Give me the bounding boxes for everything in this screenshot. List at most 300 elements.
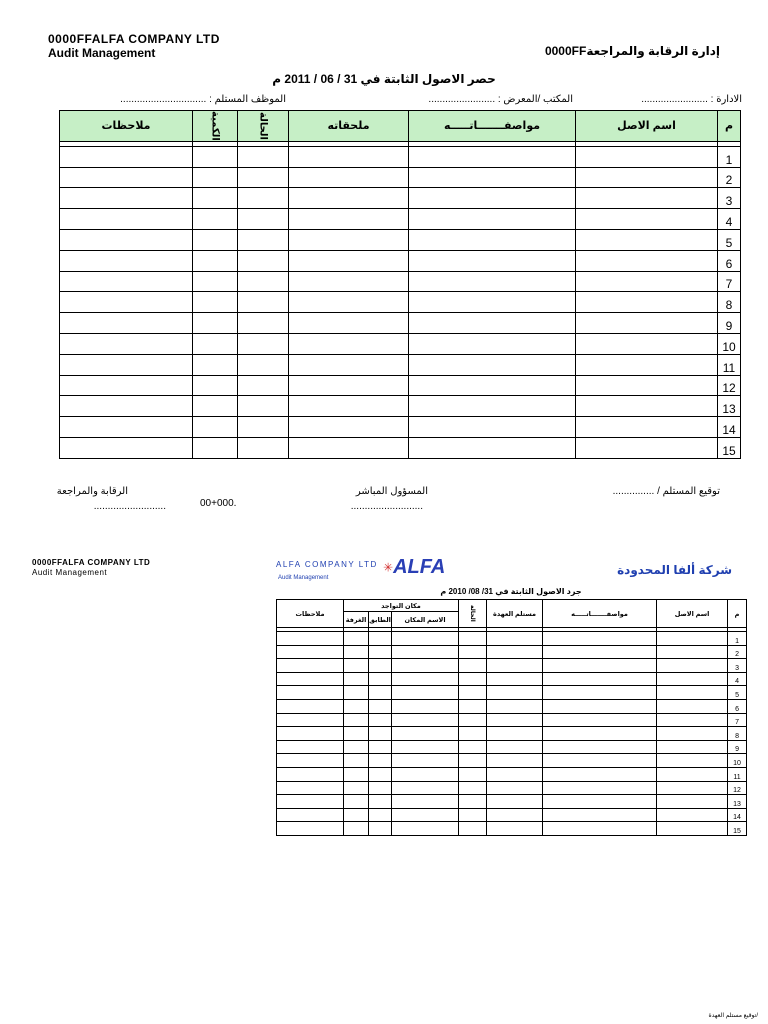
empty-cell	[543, 659, 657, 673]
table-row	[277, 713, 747, 727]
empty-cell	[238, 313, 289, 334]
empty-cell	[238, 146, 289, 167]
empty-cell	[277, 632, 344, 646]
empty-cell	[277, 699, 344, 713]
col-notes: ملاحظات	[60, 111, 193, 142]
table-row	[60, 188, 741, 209]
empty-cell	[369, 713, 392, 727]
empty-cell	[193, 313, 238, 334]
empty-cell	[289, 313, 409, 334]
table-row	[60, 271, 741, 292]
empty-cell	[657, 740, 728, 754]
empty-cell	[459, 822, 487, 836]
col-custodian: مستلم العهدة	[487, 600, 543, 628]
recipient-signature: توقيع المستلم / ...............	[612, 486, 720, 497]
empty-cell	[277, 795, 344, 809]
empty-cell	[487, 645, 543, 659]
table-row	[60, 396, 741, 417]
empty-cell	[369, 795, 392, 809]
empty-cell	[277, 822, 344, 836]
row-number: 10	[728, 754, 747, 768]
row-number: 9	[728, 740, 747, 754]
empty-cell	[369, 822, 392, 836]
empty-cell	[459, 754, 487, 768]
empty-cell	[289, 271, 409, 292]
empty-cell	[60, 292, 193, 313]
empty-cell	[576, 313, 718, 334]
form2-company-name: 0000FFALFA COMPANY LTD	[32, 558, 151, 567]
empty-cell	[409, 167, 576, 188]
col-quantity-label: الكمية	[209, 111, 221, 141]
empty-cell	[369, 740, 392, 754]
empty-cell	[459, 781, 487, 795]
col-num: م	[728, 600, 747, 628]
col-attachments: ملحقاته	[289, 111, 409, 142]
empty-cell	[657, 767, 728, 781]
row-number: 7	[718, 271, 741, 292]
empty-cell	[409, 313, 576, 334]
empty-cell	[277, 727, 344, 741]
table-row	[277, 822, 747, 836]
col-specs: مواصفـــــــاتـــــه	[543, 600, 657, 628]
table-row	[277, 795, 747, 809]
empty-cell	[369, 632, 392, 646]
empty-cell	[657, 713, 728, 727]
row-number: 12	[728, 781, 747, 795]
field-office: المكتب /المعرض : ........................	[428, 94, 573, 105]
empty-cell	[344, 672, 369, 686]
col-specs: مواصفـــــــاتـــــه	[409, 111, 576, 142]
empty-cell	[409, 230, 576, 251]
empty-cell	[392, 713, 459, 727]
empty-cell	[344, 740, 369, 754]
table-row	[277, 632, 747, 646]
department-name: Audit Management	[48, 46, 156, 60]
empty-cell	[576, 438, 718, 459]
empty-cell	[487, 727, 543, 741]
row-number: 15	[728, 822, 747, 836]
inventory-table	[276, 599, 747, 836]
form-title: حصر الاصول الثابتة في 31 / 06 / 2011 م	[272, 72, 496, 86]
empty-cell	[344, 645, 369, 659]
row-number: 8	[718, 292, 741, 313]
empty-cell	[277, 686, 344, 700]
col-quantity	[193, 111, 238, 142]
empty-cell	[369, 659, 392, 673]
empty-cell	[344, 632, 369, 646]
empty-cell	[289, 396, 409, 417]
empty-cell	[193, 292, 238, 313]
col-condition	[238, 111, 289, 142]
empty-cell	[238, 354, 289, 375]
empty-cell	[193, 375, 238, 396]
empty-cell	[392, 727, 459, 741]
empty-cell	[60, 438, 193, 459]
col-num: م	[718, 111, 741, 142]
empty-cell	[289, 230, 409, 251]
empty-cell	[344, 727, 369, 741]
empty-cell	[543, 645, 657, 659]
table-row	[277, 672, 747, 686]
empty-cell	[344, 754, 369, 768]
empty-cell	[60, 354, 193, 375]
empty-cell	[344, 781, 369, 795]
empty-cell	[487, 795, 543, 809]
empty-cell	[409, 188, 576, 209]
empty-cell	[657, 754, 728, 768]
row-number: 7	[728, 713, 747, 727]
col-condition	[459, 600, 487, 628]
empty-cell	[657, 808, 728, 822]
empty-cell	[289, 188, 409, 209]
empty-cell	[459, 713, 487, 727]
alfa-company-label: ALFA COMPANY LTD	[276, 560, 378, 569]
empty-cell	[193, 271, 238, 292]
empty-cell	[487, 822, 543, 836]
table-row	[277, 754, 747, 768]
table-row	[60, 146, 741, 167]
empty-cell	[193, 188, 238, 209]
empty-cell	[459, 632, 487, 646]
empty-cell	[409, 292, 576, 313]
empty-cell	[369, 754, 392, 768]
empty-cell	[238, 250, 289, 271]
empty-cell	[459, 659, 487, 673]
arabic-company-name: شركة ألفا المحدودة	[617, 563, 732, 577]
table-row	[60, 334, 741, 355]
empty-cell	[277, 713, 344, 727]
empty-cell	[289, 250, 409, 271]
row-number: 14	[718, 417, 741, 438]
empty-cell	[657, 659, 728, 673]
empty-cell	[543, 699, 657, 713]
empty-cell	[459, 740, 487, 754]
row-number: 4	[718, 209, 741, 230]
row-number: 11	[728, 767, 747, 781]
empty-cell	[238, 334, 289, 355]
empty-cell	[60, 230, 193, 251]
empty-cell	[409, 334, 576, 355]
row-number: 13	[718, 396, 741, 417]
form2-department-name: Audit Management	[32, 568, 108, 577]
empty-cell	[543, 754, 657, 768]
row-number: 2	[728, 645, 747, 659]
row-number: 8	[728, 727, 747, 741]
empty-cell	[543, 727, 657, 741]
table-row	[277, 808, 747, 822]
empty-cell	[487, 699, 543, 713]
col-asset-name: اسم الاصل	[576, 111, 718, 142]
empty-cell	[459, 808, 487, 822]
empty-cell	[392, 659, 459, 673]
row-number: 2	[718, 167, 741, 188]
empty-cell	[487, 754, 543, 768]
empty-cell	[238, 188, 289, 209]
responsible-label: المسؤول المباشر	[355, 486, 428, 497]
col-floor: الطابق	[369, 612, 392, 628]
empty-cell	[392, 781, 459, 795]
empty-cell	[238, 292, 289, 313]
empty-cell	[487, 632, 543, 646]
audit-label: الرقابة والمراجعة	[56, 486, 128, 497]
empty-cell	[392, 767, 459, 781]
empty-cell	[60, 167, 193, 188]
empty-cell	[238, 375, 289, 396]
empty-cell	[409, 209, 576, 230]
empty-cell	[238, 438, 289, 459]
empty-cell	[543, 672, 657, 686]
row-number: 5	[718, 230, 741, 251]
empty-cell	[277, 659, 344, 673]
empty-cell	[60, 271, 193, 292]
empty-cell	[576, 250, 718, 271]
empty-cell	[657, 822, 728, 836]
table-row	[60, 438, 741, 459]
empty-cell	[543, 740, 657, 754]
empty-cell	[193, 146, 238, 167]
empty-cell	[238, 209, 289, 230]
empty-cell	[392, 754, 459, 768]
row-number: 13	[728, 795, 747, 809]
empty-cell	[277, 672, 344, 686]
row-number: 6	[728, 699, 747, 713]
empty-cell	[193, 209, 238, 230]
col-room: الغرفة	[344, 612, 369, 628]
empty-cell	[344, 713, 369, 727]
empty-cell	[392, 740, 459, 754]
empty-cell	[487, 659, 543, 673]
empty-cell	[289, 438, 409, 459]
table-header-row	[60, 111, 741, 142]
table-row	[277, 699, 747, 713]
empty-cell	[238, 271, 289, 292]
empty-cell	[60, 334, 193, 355]
row-number: 3	[718, 188, 741, 209]
table-row	[60, 375, 741, 396]
empty-cell	[657, 672, 728, 686]
empty-cell	[369, 727, 392, 741]
empty-cell	[277, 767, 344, 781]
empty-cell	[369, 672, 392, 686]
empty-cell	[543, 808, 657, 822]
row-number: 1	[728, 632, 747, 646]
empty-cell	[238, 417, 289, 438]
empty-cell	[409, 396, 576, 417]
empty-cell	[392, 822, 459, 836]
empty-cell	[60, 250, 193, 271]
empty-cell	[238, 230, 289, 251]
row-number: 11	[718, 354, 741, 375]
empty-cell	[576, 417, 718, 438]
empty-cell	[193, 167, 238, 188]
audit-dots: ..........................	[93, 501, 166, 512]
empty-cell	[369, 686, 392, 700]
row-number: 15	[718, 438, 741, 459]
empty-cell	[576, 271, 718, 292]
empty-cell	[409, 146, 576, 167]
empty-cell	[543, 686, 657, 700]
empty-cell	[289, 354, 409, 375]
assets-table	[59, 110, 741, 459]
empty-cell	[543, 781, 657, 795]
logo-text: ALFA	[393, 556, 446, 578]
empty-cell	[392, 686, 459, 700]
empty-cell	[576, 146, 718, 167]
table-row	[60, 167, 741, 188]
row-number: 9	[718, 313, 741, 334]
company-name: 0000FFALFA COMPANY LTD	[48, 32, 220, 46]
empty-cell	[289, 167, 409, 188]
empty-cell	[657, 686, 728, 700]
empty-cell	[60, 146, 193, 167]
empty-cell	[459, 767, 487, 781]
empty-cell	[576, 209, 718, 230]
table-row	[60, 250, 741, 271]
empty-cell	[409, 438, 576, 459]
empty-cell	[576, 334, 718, 355]
empty-cell	[277, 808, 344, 822]
empty-cell	[193, 417, 238, 438]
table-row	[60, 354, 741, 375]
empty-cell	[193, 396, 238, 417]
empty-cell	[657, 699, 728, 713]
alfa-logo	[383, 556, 445, 579]
table-row	[277, 740, 747, 754]
table-header-row	[277, 600, 747, 612]
empty-cell	[459, 645, 487, 659]
empty-cell	[576, 375, 718, 396]
empty-cell	[344, 795, 369, 809]
col-condition-label: الحالة	[257, 111, 269, 140]
empty-cell	[487, 672, 543, 686]
code-value: 00+000.	[200, 498, 237, 509]
table-row	[60, 313, 741, 334]
empty-cell	[344, 686, 369, 700]
empty-cell	[60, 375, 193, 396]
empty-cell	[409, 417, 576, 438]
empty-cell	[289, 292, 409, 313]
empty-cell	[60, 417, 193, 438]
empty-cell	[459, 672, 487, 686]
col-notes: ملاحظات	[277, 600, 344, 628]
empty-cell	[369, 699, 392, 713]
row-number: 5	[728, 686, 747, 700]
row-number: 3	[728, 659, 747, 673]
table-row	[277, 727, 747, 741]
empty-cell	[459, 727, 487, 741]
table-row	[60, 417, 741, 438]
empty-cell	[487, 781, 543, 795]
table-row	[60, 292, 741, 313]
custodian-signature: /توقيع مستلم العهدة	[708, 1013, 758, 1019]
empty-cell	[576, 292, 718, 313]
empty-cell	[487, 713, 543, 727]
field-employee: الموظف المستلم : ...............................	[120, 94, 286, 105]
empty-cell	[277, 754, 344, 768]
empty-cell	[487, 740, 543, 754]
col-asset-name: اسم الاصل	[657, 600, 728, 628]
empty-cell	[409, 354, 576, 375]
empty-cell	[543, 822, 657, 836]
empty-cell	[459, 699, 487, 713]
empty-cell	[409, 375, 576, 396]
empty-cell	[657, 632, 728, 646]
form2-title: جرد الاصول الثابتة في 31/ 08/ 2010 م	[440, 587, 582, 596]
empty-cell	[543, 713, 657, 727]
empty-cell	[392, 795, 459, 809]
empty-cell	[657, 781, 728, 795]
empty-cell	[487, 808, 543, 822]
empty-cell	[238, 396, 289, 417]
table-row	[277, 686, 747, 700]
empty-cell	[238, 167, 289, 188]
empty-cell	[392, 808, 459, 822]
alfa-subtitle: Audit Management	[278, 575, 329, 581]
empty-cell	[344, 822, 369, 836]
empty-cell	[193, 230, 238, 251]
empty-cell	[657, 727, 728, 741]
empty-cell	[277, 740, 344, 754]
empty-cell	[576, 167, 718, 188]
empty-cell	[369, 808, 392, 822]
arabic-department: إدارة الرقابة والمراجعة0000FF	[544, 44, 720, 58]
empty-cell	[60, 396, 193, 417]
empty-cell	[344, 659, 369, 673]
row-number: 12	[718, 375, 741, 396]
table-row	[277, 659, 747, 673]
empty-cell	[289, 375, 409, 396]
row-number: 10	[718, 334, 741, 355]
table-row	[277, 781, 747, 795]
col-condition-label: الحالة	[469, 605, 476, 622]
empty-cell	[289, 209, 409, 230]
col-location-name: الاسم المكان	[392, 612, 459, 628]
empty-cell	[344, 767, 369, 781]
empty-cell	[193, 438, 238, 459]
responsible-dots: ..........................	[350, 501, 423, 512]
empty-cell	[369, 767, 392, 781]
empty-cell	[657, 795, 728, 809]
empty-cell	[409, 271, 576, 292]
empty-cell	[344, 699, 369, 713]
empty-cell	[392, 632, 459, 646]
empty-cell	[344, 808, 369, 822]
empty-cell	[369, 781, 392, 795]
empty-cell	[576, 396, 718, 417]
empty-cell	[392, 672, 459, 686]
empty-cell	[576, 230, 718, 251]
empty-cell	[60, 188, 193, 209]
empty-cell	[392, 645, 459, 659]
empty-cell	[543, 767, 657, 781]
row-number: 1	[718, 146, 741, 167]
empty-cell	[277, 781, 344, 795]
empty-cell	[289, 146, 409, 167]
empty-cell	[289, 334, 409, 355]
empty-cell	[459, 795, 487, 809]
empty-cell	[60, 209, 193, 230]
empty-cell	[657, 645, 728, 659]
empty-cell	[392, 699, 459, 713]
empty-cell	[277, 645, 344, 659]
empty-cell	[487, 686, 543, 700]
empty-cell	[369, 645, 392, 659]
empty-cell	[459, 686, 487, 700]
empty-cell	[193, 250, 238, 271]
empty-cell	[60, 313, 193, 334]
empty-cell	[576, 354, 718, 375]
row-number: 4	[728, 672, 747, 686]
